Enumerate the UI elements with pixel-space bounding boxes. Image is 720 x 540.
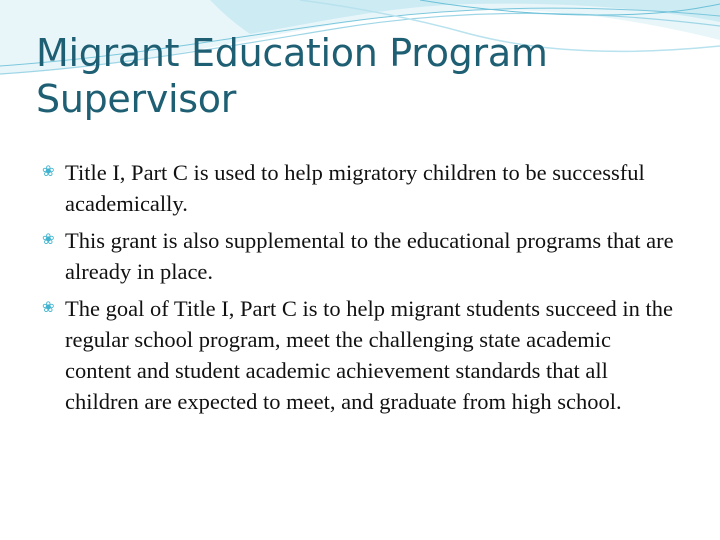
flower-bullet-icon: ❀ (42, 232, 55, 248)
bullet-list (42, 157, 682, 423)
bullet-text: This grant is also supplemental to the educational programs that are already in place. (65, 228, 674, 284)
flower-bullet-icon: ❀ (42, 164, 55, 180)
bullet-item (42, 157, 682, 219)
bullet-text: Title I, Part C is used to help migratory children to be successful academically. (65, 160, 645, 216)
bullet-item (42, 225, 682, 287)
bullet-text: The goal of Title I, Part C is to help migrant students succeed in the regular school program, meet the challenging state academic content and student academic achievement standards that all children are expected to meet, and graduate from high school. (65, 296, 674, 414)
flower-bullet-icon: ❀ (42, 300, 55, 316)
bullet-item (42, 293, 682, 417)
slide-title: Migrant Education Program Supervisor (36, 31, 548, 121)
